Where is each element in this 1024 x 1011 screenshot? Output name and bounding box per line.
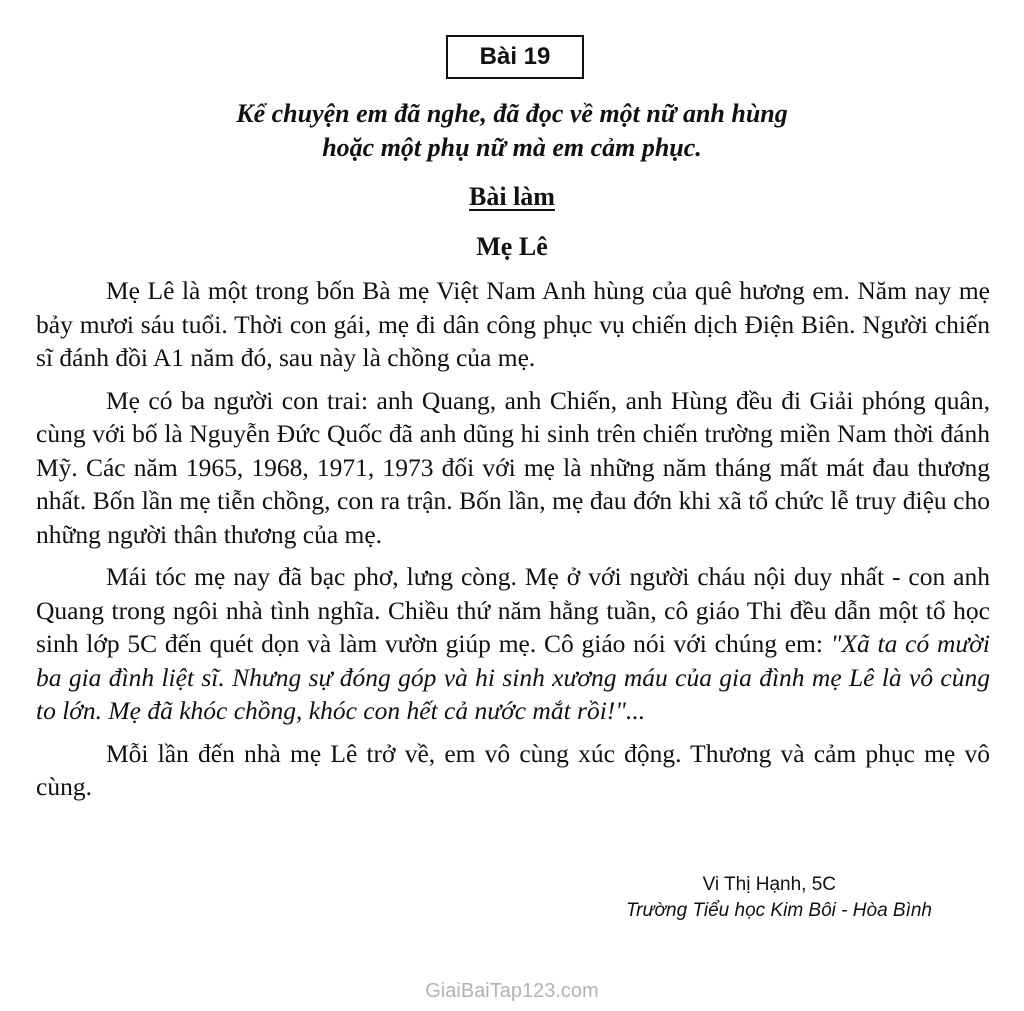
watermark: GiaiBaiTap123.com (425, 980, 599, 1002)
lesson-label: Bài 19 (479, 43, 551, 70)
paragraph-3-text: Mái tóc mẹ nay đã bạc phơ, lưng còng. Mẹ ở với người cháu nội duy nhất - con anh Quang trong ngôi nhà tình nghĩa. Chiều thứ năm hằng tuần, cô giáo Thi đều dẫn một tổ học sinh lớp 5C đến quét dọn và làm vườn giúp mẹ. Cô giáo nói với chúng em: (36, 562, 990, 658)
signature (626, 872, 932, 924)
paragraph-3 (36, 560, 990, 728)
essay-title: Mẹ Lê (476, 232, 548, 261)
paragraph-1: Mẹ Lê là một trong bốn Bà mẹ Việt Nam Anh hùng của quê hương em. Năm nay mẹ bảy mươi sáu tuổi. Thời con gái, mẹ đi dân công phục vụ chiến dịch Điện Biên. Người chiến sĩ đánh đồi A1 năm đó, sau này là chồng của mẹ. (36, 276, 990, 372)
essay-body (36, 274, 990, 813)
author-name: Vi Thị Hạnh, 5C (702, 874, 836, 895)
lesson-number-box (446, 35, 584, 79)
assignment-prompt (0, 97, 1024, 165)
prompt-line-2: hoặc một phụ nữ mà em cảm phục. (322, 133, 702, 162)
essay-heading: Bài làm (469, 182, 555, 211)
teacher-quote: "Xã ta có mười ba gia đình liệt sĩ. Nhưng sự đóng góp và hi sinh xương máu của gia đình mẹ Lê là vô cùng to lớn. Mẹ đã khóc chồng, khóc con hết cả nước mắt rồi!"... (36, 629, 990, 725)
prompt-line-1: Kể chuyện em đã nghe, đã đọc về một nữ anh hùng (236, 99, 788, 128)
author-school: Trường Tiểu học Kim Bôi - Hòa Bình (625, 900, 932, 921)
paragraph-2: Mẹ có ba người con trai: anh Quang, anh Chiến, anh Hùng đều đi Giải phóng quân, cùng với bố là Nguyễn Đức Quốc đã anh dũng hi sinh trên chiến trường miền Nam thời đánh Mỹ. Các năm 1965, 1968, 1971, 1973 đối với mẹ là những năm tháng mất mát đau thương nhất. Bốn lần mẹ tiễn chồng, con ra trận. Bốn lần, mẹ đau đớn khi xã tổ chức lễ truy điệu cho những người thân thương của mẹ. (36, 385, 990, 549)
paragraph-4: Mỗi lần đến nhà mẹ Lê trở về, em vô cùng xúc động. Thương và cảm phục mẹ vô cùng. (36, 738, 990, 801)
